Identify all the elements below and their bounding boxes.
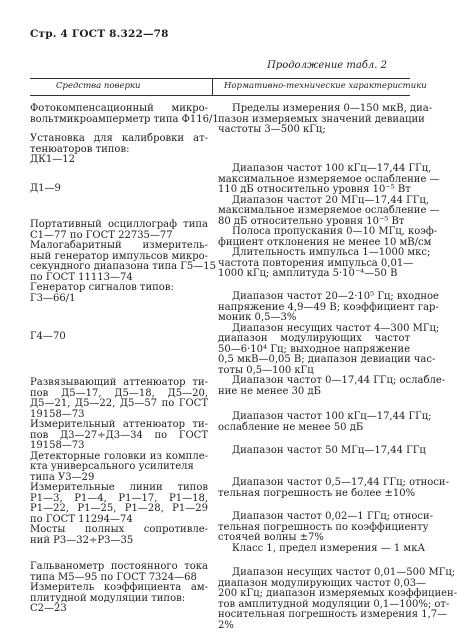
text-line: типа М5—95 по ГОСТ 7324—68: [30, 571, 197, 583]
text-line: 50—6·10⁴ Гц; выходное напряжение: [218, 343, 410, 355]
text-line: ный генератор импульсов микро-: [30, 250, 208, 262]
text-line: тоты 0,5—100 кГц: [218, 364, 314, 376]
text-line: Р1—3, Р1—4, Р1—17, Р1—18,: [30, 492, 208, 504]
text-line: фициент отклонения не менее 10 мВ/см: [218, 236, 432, 248]
text-line: ние не менее 30 дБ: [218, 385, 321, 397]
text-line: Диапазон несущих частот 4—300 МГц;: [232, 322, 440, 334]
left-block-4: [30, 219, 217, 304]
text-line: пов Д5—17, Д5—18, Д5—20,: [30, 387, 208, 399]
table-header-rule: [30, 95, 410, 96]
right-block-3: [218, 291, 446, 397]
text-line: Измеритель коэффициента ам-: [30, 582, 208, 593]
left-block-6: [30, 378, 208, 546]
text-line: Г3—66/1: [30, 292, 76, 304]
text-line: 19158—73: [30, 408, 85, 420]
column-header-left: Средства поверки: [56, 81, 141, 91]
text-line: по ГОСТ 11294—74: [30, 513, 133, 525]
table-top-rule: [30, 78, 410, 79]
text-line: Мосты полных сопротивле-: [30, 524, 208, 535]
text-line: тов амплитудной модуляции 0,1—100%; от-: [218, 598, 450, 610]
right-block-2: [218, 163, 440, 280]
text-line: Диапазон частот 100 кГц—17,44 ГГц,: [232, 163, 432, 174]
text-line: пазон измеряемых значений девиации: [218, 113, 425, 125]
page-header: Стр. 4 ГОСТ 8.322—78: [30, 28, 169, 40]
text-line: по ГОСТ 11113—74: [30, 271, 133, 283]
text-line: 80 дБ относительно уровня 10⁻⁵ Вт: [218, 215, 405, 227]
column-header-right: Нормативно-технические характеристики: [224, 81, 427, 91]
text-line: ослабление не менее 50 дБ: [218, 421, 364, 433]
table-header-divider: [212, 78, 213, 95]
text-line: Диапазон частот 0,5—17,44 ГГц; относи-: [232, 477, 449, 488]
text-line: Развязывающий аттенюатор ти-: [30, 377, 208, 388]
text-line: Полоса пропускания 0—10 МГц, коэф-: [232, 226, 438, 237]
table-continuation-label: Продолжение табл. 2: [267, 60, 387, 71]
text-line: ДК1—12: [30, 154, 75, 165]
text-line: максимальное измеряемое ослабление —: [218, 205, 440, 216]
text-line: Измерительный аттенюатор ти-: [30, 419, 208, 430]
text-line: типа У3—29: [30, 471, 95, 483]
left-block-1: [30, 103, 219, 125]
text-line: Диапазон частот 50 МГц—17,44 ГГц: [232, 445, 426, 456]
text-line: Диапазон частот 0,02—1 ГГц; относи-: [232, 511, 434, 522]
text-line: Пределы измерения 0—150 мкВ, диа-: [232, 103, 433, 114]
text-line: Р1—22, Р1—25, Р1—28, Р1—29: [30, 503, 208, 514]
text-line: Г4—70: [30, 331, 66, 342]
left-block-2: [30, 134, 208, 166]
text-line: 0,5 мкВ—0,05 В; диапазон девиации час-: [218, 354, 436, 365]
text-line: 19158—73: [30, 440, 85, 451]
text-line: пов Д3—27÷Д3—34 по ГОСТ: [30, 429, 208, 441]
text-line: Д5—21, Д5—22, Д5—57 по ГОСТ: [30, 398, 208, 409]
text-line: 1000 кГц; амплитуда 5·10⁻⁴—50 В: [218, 268, 398, 279]
right-block-5: [218, 445, 426, 457]
text-line: Диапазон частот 100 кГц—17,44 ГГц;: [232, 411, 432, 422]
right-block-7: [218, 511, 434, 554]
text-line: частоты 3—500 кГц;: [218, 124, 326, 135]
text-line: Портативный осциллограф типа: [30, 219, 208, 230]
text-line: Класс 1, предел измерения — 1 мкА: [232, 542, 426, 554]
text-line: тенюаторов типов:: [30, 143, 130, 155]
text-line: кта универсального усилителя: [30, 461, 194, 472]
text-line: Диапазон несущих частот 0,01—500 МГц;: [232, 567, 456, 578]
text-line: 200 кГц; диапазон измеряемых коэффициен-: [218, 588, 457, 599]
text-line: моник 0,5—3%: [218, 312, 297, 323]
text-line: тельная погрешность не более ±10%: [218, 487, 416, 499]
right-block-1: [218, 103, 433, 136]
text-line: Диапазон частот 20 МГц—17,44 ГГц,: [232, 194, 429, 206]
text-line: Установка для калибровки ат-: [30, 133, 208, 144]
text-line: Фотокомпенсационный микро-: [30, 103, 208, 114]
text-line: диапазон модулирующих частот: [218, 333, 410, 344]
text-line: Диапазон частот 20—2·10⁵ Гц; входное: [232, 291, 439, 302]
text-line: ний Р3—32÷Р3—35: [30, 534, 134, 546]
text-line: Измерительные линии типов: [30, 482, 208, 493]
text-line: носительная погрешность измерения 1,7—: [218, 609, 448, 620]
right-block-8: [218, 567, 457, 631]
text-line: Диапазон частот 0—17,44 ГГц; ослабле-: [232, 375, 446, 386]
text-line: напряжение 4,9—49 В; коэффициент гар-: [218, 301, 439, 313]
text-line: Д1—9: [30, 183, 61, 194]
text-line: Детекторные головки из компле-: [30, 450, 208, 462]
text-line: тельная погрешность по коэффициенту: [218, 521, 429, 533]
text-line: максимальное измеряемое ослабление —: [218, 173, 440, 185]
text-line: диапазон модулирующих частот 0,03—: [218, 577, 427, 589]
right-block-6: [218, 477, 449, 499]
text-line: 110 дБ относительно уровня 10⁻⁵ Вт: [218, 184, 411, 195]
text-line: Генератор сигналов типов:: [30, 282, 174, 293]
left-block-5: [30, 332, 208, 343]
text-line: стоячей волны ±7%: [218, 532, 324, 543]
left-block-7: [30, 562, 208, 615]
text-line: С1—77 по ГОСТ 22735—77: [30, 229, 173, 241]
text-line: Малогабаритный измеритель-: [30, 240, 208, 251]
text-line: С2—23: [30, 603, 67, 614]
right-block-4: [218, 411, 432, 433]
text-line: Гальванометр постоянного тока: [30, 561, 208, 572]
text-line: 2%: [218, 619, 234, 631]
text-line: плитудной модуляции типов:: [30, 592, 186, 604]
text-line: вольтмикроамперметр типа Ф116/1: [30, 113, 219, 125]
text-line: секундного диапазона типа Г5—15: [30, 261, 217, 272]
text-line: частота повторения импульса 0,01—: [218, 257, 414, 269]
text-line: Длительность импульса 1—1000 мкс;: [232, 247, 431, 258]
left-block-3: [30, 184, 208, 195]
